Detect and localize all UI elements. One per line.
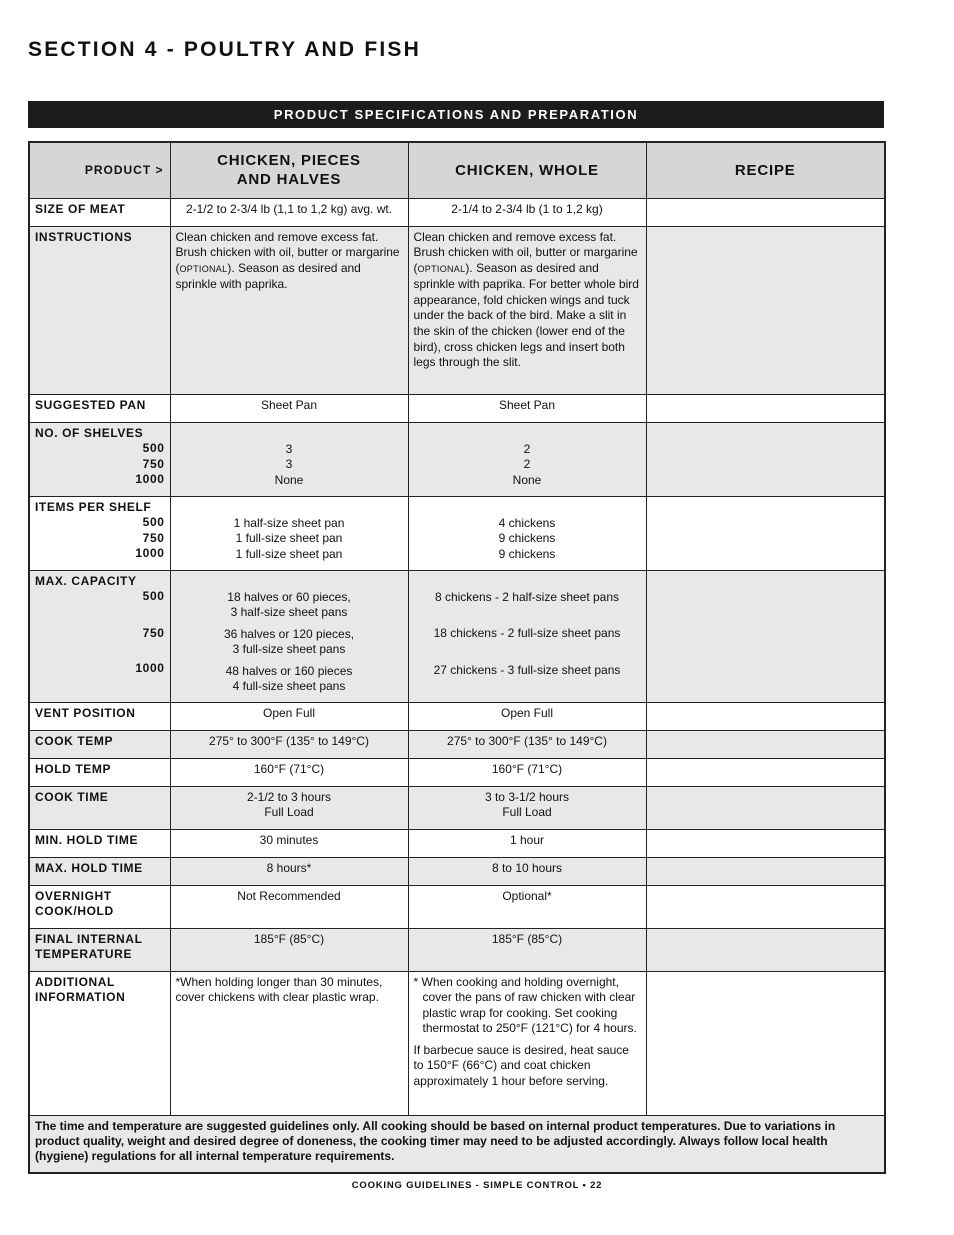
hold-temp-pieces: 160°F (71°C) bbox=[170, 758, 408, 786]
cook-time-whole: 3 to 3-1/2 hours Full Load bbox=[408, 786, 646, 829]
row-min-hold bbox=[29, 829, 885, 857]
label-instructions: INSTRUCTIONS bbox=[29, 226, 170, 394]
label-cook-temp: COOK TEMP bbox=[29, 730, 170, 758]
max-hold-recipe bbox=[646, 857, 885, 885]
row-pan bbox=[29, 394, 885, 422]
capacity-whole: 8 chickens - 2 half-size sheet pans 18 chickens - 2 full-size sheet pans 27 chickens - 3 full-size sheet pans bbox=[408, 570, 646, 702]
vent-whole: Open Full bbox=[408, 702, 646, 730]
additional-whole-note2: If barbecue sauce is desired, heat sauce to 150°F (66°C) and coat chicken approximately 1 hour before serving. bbox=[413, 1042, 629, 1089]
row-hold-temp bbox=[29, 758, 885, 786]
overnight-whole: Optional* bbox=[408, 885, 646, 928]
label-size: SIZE OF MEAT bbox=[29, 198, 170, 226]
label-pan: SUGGESTED PAN bbox=[29, 394, 170, 422]
cook-temp-recipe bbox=[646, 730, 885, 758]
label-cook-time: COOK TIME bbox=[29, 786, 170, 829]
label-additional: ADDITIONAL INFORMATION bbox=[29, 971, 170, 1115]
label-overnight: OVERNIGHT COOK/HOLD bbox=[29, 885, 170, 928]
guidelines-note: The time and temperature are suggested guidelines only. All cooking should be based on internal product temperatures. Due to variations in product quality, weight and desired degree of doneness, the cooking timer may need to be adjusted accordingly. Always follow local health (hygiene) regulations for all internal temperature requirements. bbox=[29, 1115, 885, 1173]
label-items: ITEMS PER SHELF 500 750 1000 bbox=[29, 496, 170, 570]
chicken-pieces-header bbox=[170, 142, 408, 198]
hold-temp-recipe bbox=[646, 758, 885, 786]
final-temp-whole: 185°F (85°C) bbox=[408, 928, 646, 971]
vent-recipe bbox=[646, 702, 885, 730]
size-whole: 2-1/4 to 2-3/4 lb (1 to 1,2 kg) bbox=[408, 198, 646, 226]
instructions-whole: Clean chicken and remove excess fat. Brush chicken with oil, butter or margarine (OPTIONAL). Season as desired and sprinkle with paprika. For better whole bird appearance, fold chicken wings and tuck under the back of the bird. Make a slit in the skin of the chicken (lower end of the bird), cross chicken legs and insert both legs through the slit. bbox=[408, 226, 646, 394]
shelves-pieces: 3 3 None bbox=[170, 422, 408, 496]
instructions-pieces: Clean chicken and remove excess fat. Brush chicken with oil, butter or margarine (OPTIONAL). Season as desired and sprinkle with paprika. bbox=[170, 226, 408, 394]
additional-recipe bbox=[646, 971, 885, 1115]
items-pieces: 1 half-size sheet pan 1 full-size sheet pan 1 full-size sheet pan bbox=[170, 496, 408, 570]
label-hold-temp: HOLD TEMP bbox=[29, 758, 170, 786]
chicken-whole-header: CHICKEN, WHOLE bbox=[408, 142, 646, 198]
section-title: SECTION 4 - POULTRY AND FISH bbox=[28, 38, 421, 61]
max-hold-pieces: 8 hours* bbox=[170, 857, 408, 885]
items-whole: 4 chickens 9 chickens 9 chickens bbox=[408, 496, 646, 570]
overnight-pieces: Not Recommended bbox=[170, 885, 408, 928]
min-hold-pieces: 30 minutes bbox=[170, 829, 408, 857]
page-footer: COOKING GUIDELINES - SIMPLE CONTROL • 22 bbox=[351, 1180, 603, 1191]
row-additional bbox=[29, 971, 885, 1115]
cook-temp-pieces: 275° to 300°F (135° to 149°C) bbox=[170, 730, 408, 758]
row-size bbox=[29, 198, 885, 226]
row-final-temp bbox=[29, 928, 885, 971]
label-capacity: MAX. CAPACITY 500 750 1000 bbox=[29, 570, 170, 702]
cook-time-recipe bbox=[646, 786, 885, 829]
overnight-recipe bbox=[646, 885, 885, 928]
chicken-pieces-header-line1: CHICKEN, PIECES bbox=[217, 152, 361, 170]
pan-pieces: Sheet Pan bbox=[170, 394, 408, 422]
row-items bbox=[29, 496, 885, 570]
capacity-pieces: 18 halves or 60 pieces, 3 half-size sheet pans 36 halves or 120 pieces, 3 full-size sheet pans 48 halves or 160 pieces 4 full-size sheet pans bbox=[170, 570, 408, 702]
hold-temp-whole: 160°F (71°C) bbox=[408, 758, 646, 786]
pan-recipe bbox=[646, 394, 885, 422]
pan-whole: Sheet Pan bbox=[408, 394, 646, 422]
shelves-recipe bbox=[646, 422, 885, 496]
items-recipe bbox=[646, 496, 885, 570]
recipe-header: RECIPE bbox=[646, 142, 885, 198]
label-final-temp: FINAL INTERNAL TEMPERATURE bbox=[29, 928, 170, 971]
capacity-recipe bbox=[646, 570, 885, 702]
additional-whole bbox=[408, 971, 646, 1115]
label-vent: VENT POSITION bbox=[29, 702, 170, 730]
min-hold-recipe bbox=[646, 829, 885, 857]
table-banner: PRODUCT SPECIFICATIONS AND PREPARATION bbox=[28, 101, 884, 128]
header-row bbox=[29, 142, 885, 198]
row-overnight bbox=[29, 885, 885, 928]
label-shelves: NO. OF SHELVES 500 750 1000 bbox=[29, 422, 170, 496]
cook-time-pieces: 2-1/2 to 3 hours Full Load bbox=[170, 786, 408, 829]
cook-temp-whole: 275° to 300°F (135° to 149°C) bbox=[408, 730, 646, 758]
label-max-hold: MAX. HOLD TIME bbox=[29, 857, 170, 885]
label-min-hold: MIN. HOLD TIME bbox=[29, 829, 170, 857]
shelves-whole: 2 2 None bbox=[408, 422, 646, 496]
row-shelves bbox=[29, 422, 885, 496]
product-spec-table bbox=[28, 141, 886, 1174]
row-cook-temp bbox=[29, 730, 885, 758]
chicken-pieces-header-line2: AND HALVES bbox=[236, 171, 342, 189]
min-hold-whole: 1 hour bbox=[408, 829, 646, 857]
max-hold-whole: 8 to 10 hours bbox=[408, 857, 646, 885]
size-pieces: 2-1/2 to 2-3/4 lb (1,1 to 1,2 kg) avg. wt. bbox=[170, 198, 408, 226]
row-cook-time bbox=[29, 786, 885, 829]
additional-whole-note1: * When cooking and holding overnight, cover the pans of raw chicken with clear plastic wrap for cooking. Set cooking thermostat to 250°F (121°C) for 4 hours. bbox=[413, 974, 637, 1036]
vent-pieces: Open Full bbox=[170, 702, 408, 730]
final-temp-recipe bbox=[646, 928, 885, 971]
row-instructions bbox=[29, 226, 885, 394]
row-max-hold bbox=[29, 857, 885, 885]
size-recipe bbox=[646, 198, 885, 226]
product-header: PRODUCT > bbox=[29, 142, 170, 198]
row-capacity bbox=[29, 570, 885, 702]
row-note bbox=[29, 1115, 885, 1173]
instructions-recipe bbox=[646, 226, 885, 394]
additional-pieces: *When holding longer than 30 minutes, cover chickens with clear plastic wrap. bbox=[170, 971, 408, 1115]
final-temp-pieces: 185°F (85°C) bbox=[170, 928, 408, 971]
row-vent bbox=[29, 702, 885, 730]
